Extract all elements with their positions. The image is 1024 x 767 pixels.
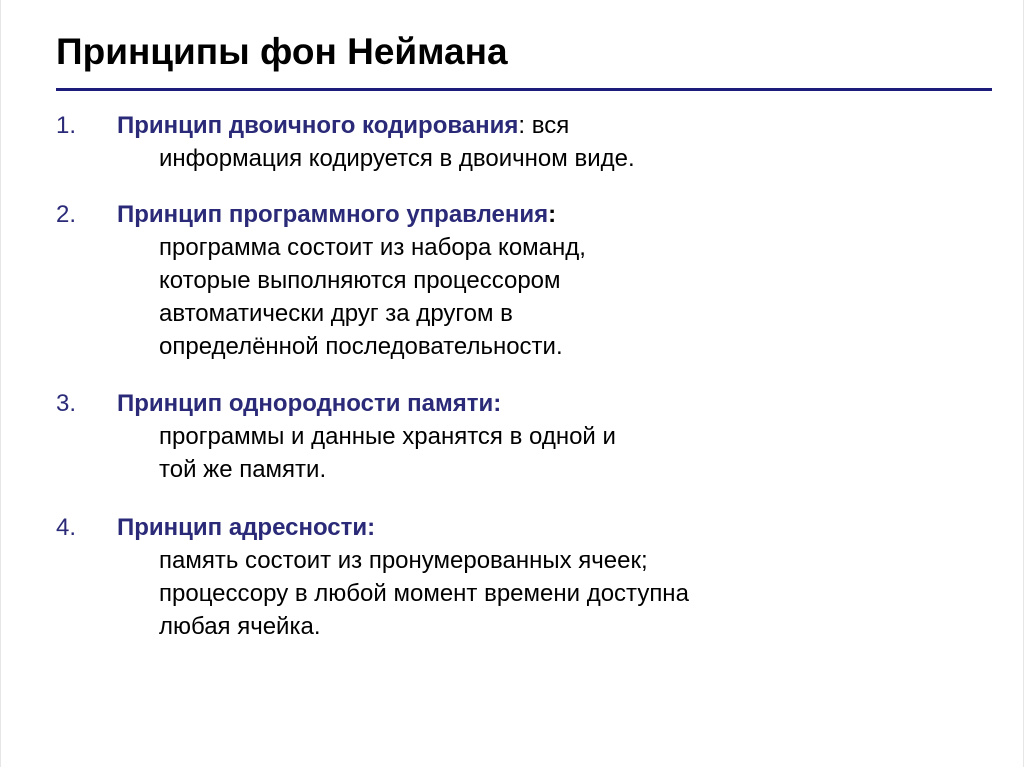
item-number: 4.	[56, 514, 77, 541]
item-number: 1.	[56, 112, 77, 139]
item-description-line: процессору в любой момент времени доступна	[159, 580, 689, 607]
item-description-line: определённой последовательности.	[159, 333, 563, 360]
item-name: Принцип программного управления	[117, 201, 549, 228]
item-number: 2.	[56, 201, 77, 228]
item-description-line: память состоит из пронумерованных ячеек;	[159, 547, 648, 574]
item-heading	[117, 511, 375, 544]
item-name: Принцип двоичного кодирования	[117, 112, 519, 139]
item-description-line: автоматически друг за другом в	[159, 300, 513, 327]
slide-title: Принципы фон Неймана	[56, 31, 508, 72]
item-description-line: любая ячейка.	[159, 613, 321, 640]
item-heading	[117, 387, 501, 420]
item-name: Принцип однородности памяти:	[117, 390, 502, 417]
item-colon: :	[548, 201, 557, 228]
item-description-line: программа состоит из набора команд,	[159, 234, 586, 261]
item-description-line: программы и данные хранятся в одной и	[159, 423, 616, 450]
item-description-line: которые выполняются процессором	[159, 267, 561, 294]
item-number: 3.	[56, 390, 77, 417]
item-description-line: информация кодируется в двоичном виде.	[159, 145, 635, 172]
item-description-line: той же памяти.	[159, 456, 327, 483]
item-heading	[117, 198, 556, 231]
title-divider	[56, 88, 992, 91]
item-colon: :	[518, 112, 526, 139]
item-name: Принцип адресности:	[117, 514, 376, 541]
item-heading-rest: вся	[525, 112, 570, 139]
item-heading	[117, 109, 569, 142]
